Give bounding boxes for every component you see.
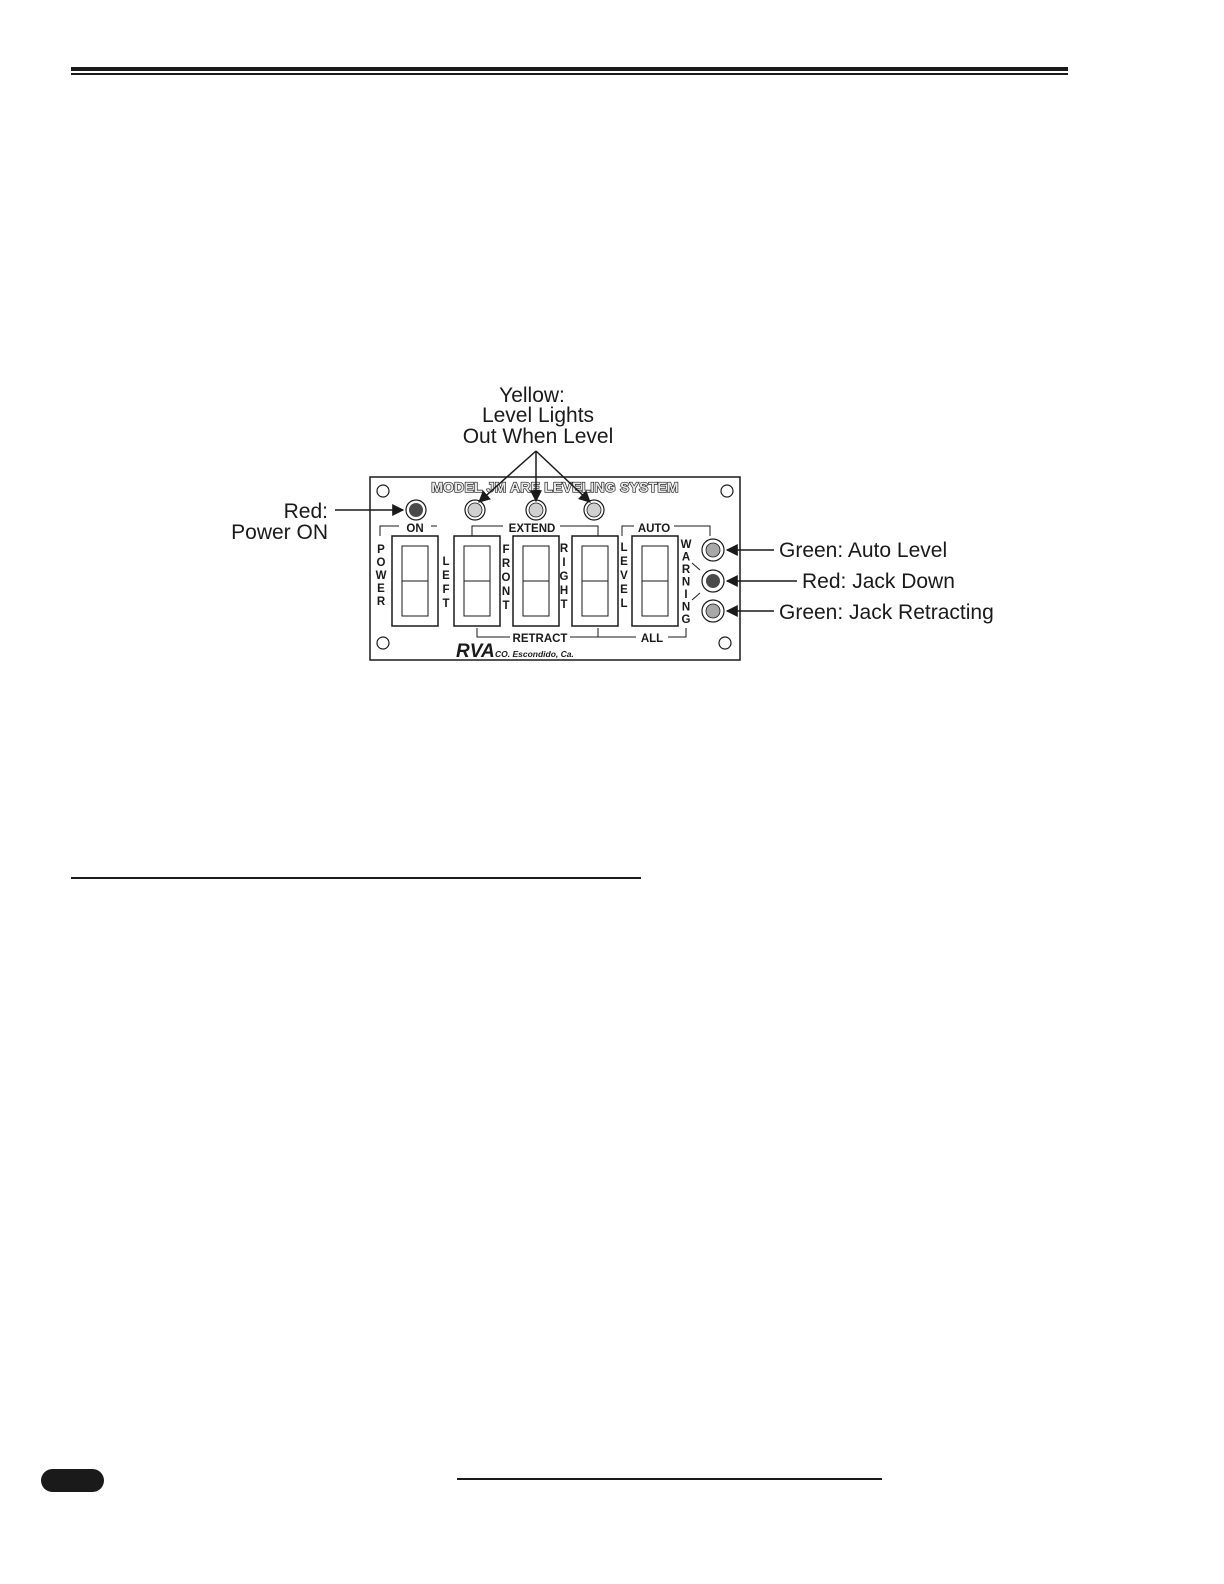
level-letter: L xyxy=(620,598,628,610)
level-letter: E xyxy=(620,584,628,596)
warning-letter: N xyxy=(681,576,691,589)
warning-vertical-label xyxy=(681,539,692,626)
right-letter: R xyxy=(559,543,569,555)
level-vertical-label xyxy=(620,542,628,610)
front-letter: R xyxy=(501,558,511,570)
level-led-right-fill xyxy=(587,503,601,517)
green-retract-callout: Green: Jack Retracting xyxy=(779,601,994,624)
maker-logo: RVA xyxy=(456,641,495,662)
jack-down-led-fill xyxy=(706,574,720,588)
level-led-left-fill xyxy=(468,503,482,517)
warning-letter: A xyxy=(681,551,691,564)
auto-level-switch[interactable] xyxy=(632,536,678,626)
extend-label: EXTEND xyxy=(508,523,556,535)
right-letter: H xyxy=(559,585,569,597)
warning-letter: G xyxy=(681,614,691,626)
power-letter: W xyxy=(375,570,387,582)
all-label: ALL xyxy=(640,633,664,645)
warning-letter: W xyxy=(680,539,692,551)
front-letter: F xyxy=(502,544,510,556)
left-letter: T xyxy=(442,598,450,610)
right-letter: G xyxy=(559,571,569,583)
level-letter: V xyxy=(620,570,628,582)
front-jack-switch[interactable] xyxy=(513,536,559,626)
left-letter: E xyxy=(442,570,450,582)
power-led-fill xyxy=(409,503,423,517)
right-letter: I xyxy=(562,557,566,569)
right-vertical-label xyxy=(560,543,569,611)
level-led-front-fill xyxy=(529,503,543,517)
level-letter: E xyxy=(620,556,628,568)
level-letter: L xyxy=(620,542,628,554)
front-vertical-label xyxy=(502,544,511,612)
right-letter: T xyxy=(560,599,568,611)
left-letter: L xyxy=(442,556,450,568)
yellow-callout-line-3: Out When Level xyxy=(462,425,614,448)
panel-title: MODEL JM ARE LEVELING SYSTEM xyxy=(431,479,679,495)
right-jack-switch[interactable] xyxy=(572,536,618,626)
on-label: ON xyxy=(406,523,424,535)
left-jack-switch[interactable] xyxy=(454,536,500,626)
warning-letter: I xyxy=(684,589,688,601)
auto-label: AUTO xyxy=(637,523,671,535)
power-letter: P xyxy=(377,544,385,556)
power-switch[interactable] xyxy=(392,536,438,626)
power-letter: O xyxy=(376,557,386,569)
warning-letter: R xyxy=(681,564,691,576)
left-letter: F xyxy=(442,584,450,596)
jack-retracting-led-fill xyxy=(706,604,720,618)
front-letter: N xyxy=(501,586,511,598)
red-jack-callout: Red: Jack Down xyxy=(802,570,955,593)
yellow-callout-line-2: Level Lights xyxy=(481,404,595,427)
yellow-callout-line-1: Yellow: xyxy=(499,384,565,407)
retract-label: RETRACT xyxy=(512,633,568,645)
red-power-callout-line-1: Red: xyxy=(283,500,328,523)
front-letter: T xyxy=(502,600,510,612)
green-auto-callout: Green: Auto Level xyxy=(779,539,948,562)
maker-location: CO. Escondido, Ca. xyxy=(495,649,574,659)
power-letter: E xyxy=(377,583,385,595)
power-letter: R xyxy=(376,596,386,608)
warning-letter: N xyxy=(681,601,691,614)
auto-level-led-fill xyxy=(706,543,720,557)
red-power-callout-line-2: Power ON xyxy=(231,521,328,544)
front-letter: O xyxy=(501,572,511,584)
